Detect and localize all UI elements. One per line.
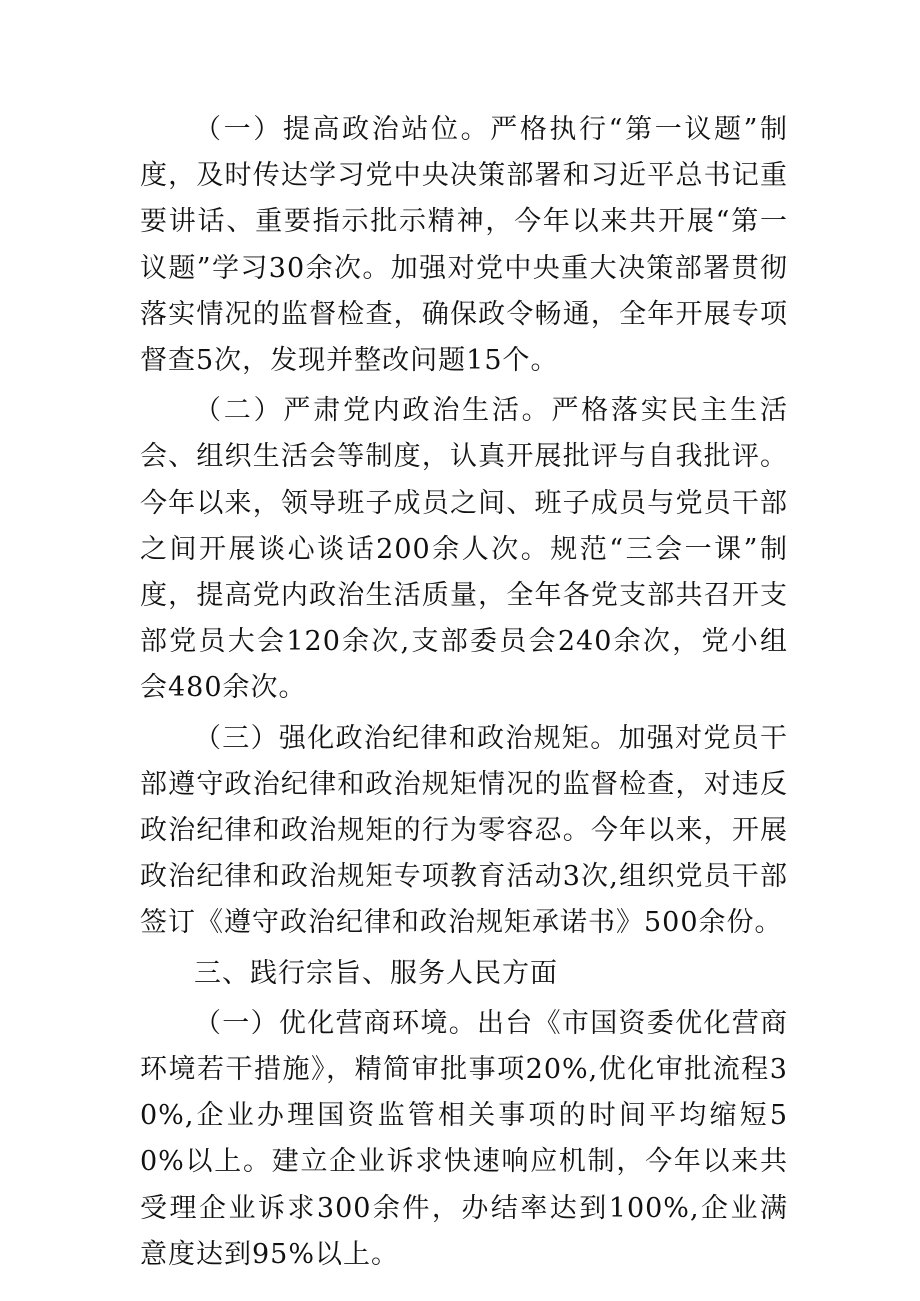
paragraph-business-environment: （一）优化营商环境。出台《市国资委优化营商环境若干措施》，精简审批事项20%,优化审批流程30%,企业办理国资监管相关事项的时间平均缩短50%以上。建立企业诉求快速响应机制，今年以来共受理企业诉求300余件，办结率达到100%,企业满意度达到95%以上。 (140, 1007, 788, 1270)
document-body (140, 107, 788, 1282)
paragraph-party-political-life: （二）严肃党内政治生活。严格落实民主生活会、组织生活会等制度，认真开展批评与自我批评。今年以来，领导班子成员之间、班子成员与党员干部之间开展谈心谈话200余人次。规范“三会一课”制度，提高党内政治生活质量，全年各党支部共召开支部党员大会120余次,支部委员会240余次，党小组会480余次。 (140, 395, 788, 704)
paragraph-political-discipline: （三）强化政治纪律和政治规矩。加强对党员干部遵守政治纪律和政治规矩情况的监督检查，对违反政治纪律和政治规矩的行为零容忍。今年以来，开展政治纪律和政治规矩专项教育活动3次,组织党员干部签订《遵守政治纪律和政治规矩承诺书》500余份。 (140, 722, 788, 939)
paragraph-raise-political-standing: （一）提高政治站位。严格执行“第一议题”制度，及时传达学习党中央决策部署和习近平总书记重要讲话、重要指示批示精神，今年以来共开展“第一议题”学习30余次。加强对党中央重大决策部署贯彻落实情况的监督检查，确保政令畅通，全年开展专项督查5次，发现并整改问题15个。 (140, 114, 788, 377)
section-heading: 三、践行宗旨、服务人民方面 (194, 957, 558, 989)
